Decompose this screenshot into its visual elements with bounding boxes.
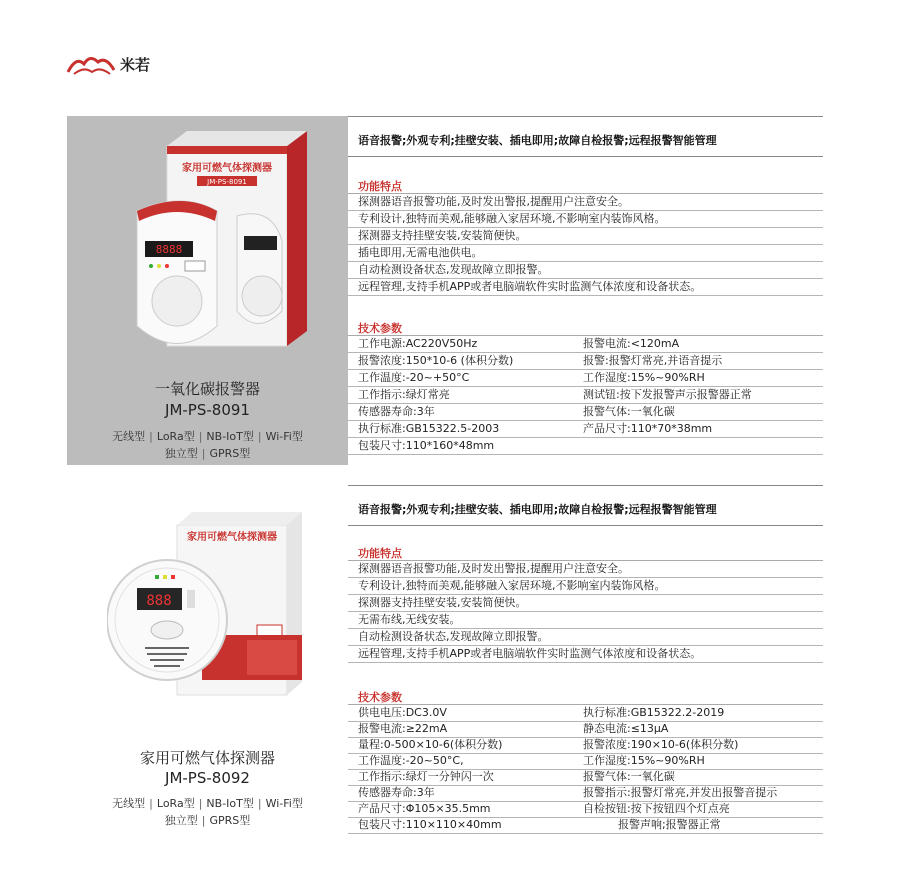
features-title: 功能特点	[358, 547, 402, 560]
mountain-logo-icon	[66, 52, 116, 76]
spec-row: 包装尺寸:110×110×40mm 报警声响;报警器正常	[348, 817, 823, 834]
feature-row: 自动检测设备状态,发现故障立即报警。	[348, 262, 823, 279]
box-title: 家用可燃气体探测器	[187, 532, 277, 543]
variant-item: 独立型	[164, 447, 198, 460]
variant-item: 无线型	[112, 797, 146, 810]
product-card-8091	[67, 116, 823, 465]
feature-row: 探测器语音报警功能,及时发出警报,提醒用户注意安全。	[348, 194, 823, 211]
spec-row: 包装尺寸:110*160*48mm	[348, 438, 823, 455]
variant-list: 无线型 | LoRa型 | NB-IoT型 | Wi-Fi型 独立型 | GPRS型	[112, 797, 303, 827]
feature-row: 探测器支持挂壁安装,安装简便快。	[348, 595, 823, 612]
variant-item: 无线型	[112, 430, 146, 443]
spec-row: 量程:0-500×10-6(体积分数) 报警浓度:190×10-6(体积分数)	[348, 737, 823, 754]
specs-title: 技术参数	[358, 691, 402, 704]
box-title: 家用可燃气体探测器	[182, 163, 272, 174]
feature-row: 探测器支持挂壁安装,安装简便快。	[348, 228, 823, 245]
spec-row: 工作指示:绿灯常亮 测试钮:按下发报警声示报警器正常	[348, 387, 823, 404]
spec-row: 传感器寿命:3年 报警指示:报警灯常亮,并发出报警音提示	[348, 785, 823, 802]
product-model: JM-PS-8092	[165, 769, 250, 787]
product-model: JM-PS-8091	[165, 401, 250, 419]
device-display: 8888	[155, 243, 183, 256]
product-name: 一氧化碳报警器	[154, 380, 260, 398]
spec-row: 工作温度:-20~50°C, 工作湿度:15%~90%RH	[348, 753, 823, 770]
variant-list: 无线型 | LoRa型 | NB-IoT型 | Wi-Fi型 独立型 | GPRS型	[112, 430, 303, 460]
specs-title: 技术参数	[358, 322, 402, 335]
product-image-panel	[67, 116, 348, 465]
spec-row: 传感器寿命:3年 报警气体:一氧化碳	[348, 404, 823, 421]
brand-name: 米若	[120, 55, 151, 74]
feature-row: 远程管理,支持手机APP或者电脑端软件实时监测气体浓度和设备状态。	[348, 279, 823, 296]
product-details	[348, 116, 823, 465]
feature-row: 探测器语音报警功能,及时发出警报,提醒用户注意安全。	[348, 561, 823, 578]
variant-item: 独立型	[164, 814, 198, 827]
spec-row: 报警电流:≥22mA 静态电流:≤13μA	[348, 721, 823, 738]
spec-row: 工作指示:绿灯一分钟闪一次 报警气体:一氧化碳	[348, 769, 823, 786]
feature-row: 自动检测设备状态,发现故障立即报警。	[348, 629, 823, 646]
spec-row: 供电电压:DC3.0V 执行标准:GB15322.2-2019	[348, 705, 823, 722]
co-alarm-product-image	[107, 121, 307, 371]
brand-logo	[66, 52, 150, 76]
variant-item: LoRa型	[156, 797, 195, 810]
device-display: 888	[146, 593, 172, 609]
spec-row: 产品尺寸:Φ105×35.5mm 自检按钮:按下按钮四个灯点亮	[348, 801, 823, 818]
feature-row: 远程管理,支持手机APP或者电脑端软件实时监测气体浓度和设备状态。	[348, 646, 823, 663]
features-title: 功能特点	[358, 180, 402, 193]
variant-item: NB-IoT型	[206, 430, 254, 443]
variant-item: GPRS型	[209, 447, 251, 460]
spec-row: 报警浓度:150*10-6 (体积分数) 报警:报警灯常亮,并语音提示	[348, 353, 823, 370]
variant-item: Wi-Fi型	[265, 797, 303, 810]
feature-row: 专利设计,独特而美观,能够融入家居环境,不影响室内装饰风格。	[348, 578, 823, 595]
gas-detector-product-image	[107, 490, 307, 720]
feature-row: 插电即用,无需电池供电。	[348, 245, 823, 262]
product-image-panel	[67, 485, 348, 833]
product-details	[348, 485, 823, 833]
spec-row: 执行标准:GB15322.5-2003 产品尺寸:110*70*38mm	[348, 421, 823, 438]
feature-row: 无需布线,无线安装。	[348, 612, 823, 629]
variant-item: NB-IoT型	[206, 797, 254, 810]
feature-row: 专利设计,独特而美观,能够融入家居环境,不影响室内装饰风格。	[348, 211, 823, 228]
product-headline: 语音报警;外观专利;挂壁安装、插电即用;故障自检报警;远程报警智能管理	[358, 134, 717, 147]
box-model: JM-PS-8091	[207, 178, 247, 186]
spec-row: 工作温度:-20~+50°C 工作湿度:15%~90%RH	[348, 370, 823, 387]
variant-item: LoRa型	[156, 430, 195, 443]
spec-row: 工作电源:AC220V50Hz 报警电流:<120mA	[348, 336, 823, 353]
product-headline: 语音报警;外观专利;挂壁安装、插电即用;故障自检报警;远程报警智能管理	[358, 503, 717, 516]
product-name: 家用可燃气体探测器	[139, 749, 275, 767]
variant-item: GPRS型	[209, 814, 251, 827]
product-card-8092	[67, 485, 823, 833]
variant-item: Wi-Fi型	[265, 430, 303, 443]
